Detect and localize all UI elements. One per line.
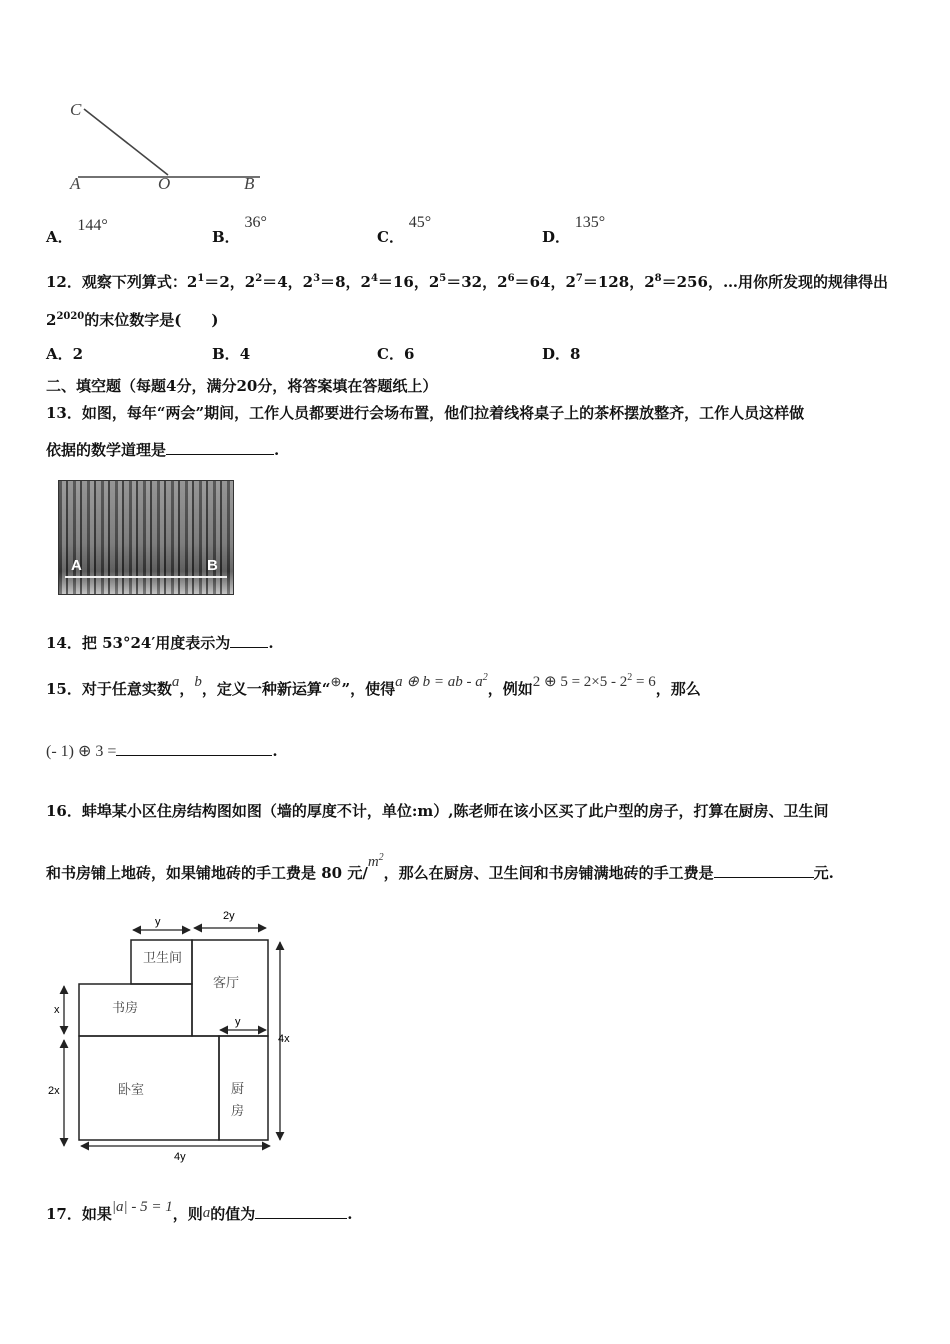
option-letter: B． [212, 228, 240, 246]
q15-line2: (- 1) ⊕ 3 = . [46, 742, 278, 760]
dim-label-inner-y: y [235, 1016, 241, 1028]
q16-line2: 和书房铺上地砖，如果铺地砖的手工费是 80 元$/m^2$，那么在厨房、卫生间和书房铺满地砖的手工费是 元. [46, 852, 834, 882]
q14: 14．把 53°24′用度表示为 . [46, 634, 274, 652]
photo-label-a: A [71, 557, 82, 574]
power-item: $2^7=128$ [565, 273, 630, 291]
room-label-bedroom: 卧室 [118, 1083, 145, 1098]
answer-blank[interactable] [255, 1204, 347, 1219]
q12-line2: $2^{2020}$的末位数字是( ) [46, 311, 219, 329]
label-b: B [244, 174, 255, 193]
q16-line1: 16．蚌埠某小区住房结构图如图（墙的厚度不计，单位:m）,陈老师在该小区买了此户型的房子，打算在厨房、卫生间 [46, 802, 829, 820]
q15-example: 2 ⊕ $5 = 2\times 5 - 2^2 = 6$ [532, 672, 656, 690]
dim-label-top-y: y [155, 916, 161, 928]
angle-figure [60, 95, 280, 195]
power-item: $2^5=32$ [428, 273, 483, 291]
q17: 17．如果|a| - 5 = 1，则a的值为 . [46, 1199, 353, 1223]
q13-line2: 依据的数学道理是 . [46, 441, 280, 459]
option-value: 45° [408, 214, 432, 231]
answer-blank[interactable] [166, 440, 274, 455]
q15-definition: a ⊕ b = ab - $a^2$ [395, 672, 488, 690]
photo-label-b: B [207, 557, 218, 574]
photo-string-line [65, 576, 227, 578]
q12-option-d[interactable]: D．8 [542, 345, 581, 363]
section-title: 二、填空题（每题4分，满分20分，将答案填在答题纸上） [46, 377, 438, 395]
q11-option-a[interactable] [46, 214, 108, 246]
q11-option-b[interactable] [212, 211, 267, 246]
q12-option-c[interactable]: C．6 [377, 345, 415, 363]
room-label-bathroom: 卫生间 [143, 951, 183, 966]
power-item: $2^6=64$ [497, 273, 551, 291]
q11-option-d[interactable] [542, 211, 606, 246]
room-label-study: 书房 [112, 1001, 139, 1016]
q12-option-a[interactable]: A．2 [46, 345, 84, 363]
room-label-kitchen-2: 房 [231, 1104, 245, 1119]
label-a: A [70, 174, 81, 193]
option-letter: C． [377, 228, 404, 246]
dim-label-left-2x: 2x [48, 1085, 60, 1097]
option-value: 144° [77, 217, 108, 234]
option-letter: A． [46, 228, 73, 246]
dim-label-right-4x: 4x [278, 1033, 290, 1045]
label-c: C [70, 100, 82, 119]
room-label-living: 客厅 [213, 976, 240, 991]
floor-plan [40, 900, 300, 1170]
room-label-kitchen-1: 厨 [231, 1082, 245, 1097]
option-value: 36° [244, 214, 267, 231]
q12-intro: 观察下列算式： [81, 273, 187, 291]
answer-blank[interactable] [714, 863, 814, 878]
dim-label-left-x: x [54, 1004, 60, 1016]
q11-option-c[interactable] [377, 211, 432, 246]
option-value: 135° [574, 214, 606, 231]
q12-option-b[interactable]: B．4 [212, 345, 251, 363]
unit: $m^2$ [367, 852, 384, 870]
dim-label-top-2y: 2y [223, 910, 235, 922]
meeting-photo [58, 480, 234, 595]
q12-stem: 12．观察下列算式：$2^1=2$，$2^2=4$，$2^3=8$，$2^4=16$，$2^5=32$，$2^6=64$，$2^7=128$，$2^8=256$，…用你所发现的规律得出 [46, 273, 888, 291]
power-item: $2^4=16$ [360, 273, 414, 291]
power-item: $2^3=8$ [302, 273, 346, 291]
power-item: $2^1=2$ [186, 273, 230, 291]
dim-label-bottom-4y: 4y [174, 1151, 186, 1163]
option-letter: D． [542, 228, 571, 246]
q12-tail: ，…用你所发现的规律得出 [707, 273, 888, 291]
label-o: O [158, 174, 171, 193]
power-item: $2^2=4$ [244, 273, 288, 291]
q15-line1: 15．对于任意实数a，b，定义一种新运算“⊕”，使得a ⊕ b = ab - $a^2$，例如2 ⊕ $5 = 2\times 5 - 2^2 = 6$，那么 [46, 672, 701, 698]
q13-line1: 13．如图，每年“两会”期间，工作人员都要进行会场布置，他们拉着线将桌子上的茶杯摆放整齐，工作人员这样做 [46, 404, 805, 422]
room-bedroom [79, 1036, 219, 1140]
question-number: 12． [46, 273, 82, 291]
answer-blank[interactable] [230, 633, 268, 648]
answer-blank[interactable] [116, 741, 272, 756]
power-item: $2^8=256$ [644, 273, 708, 291]
